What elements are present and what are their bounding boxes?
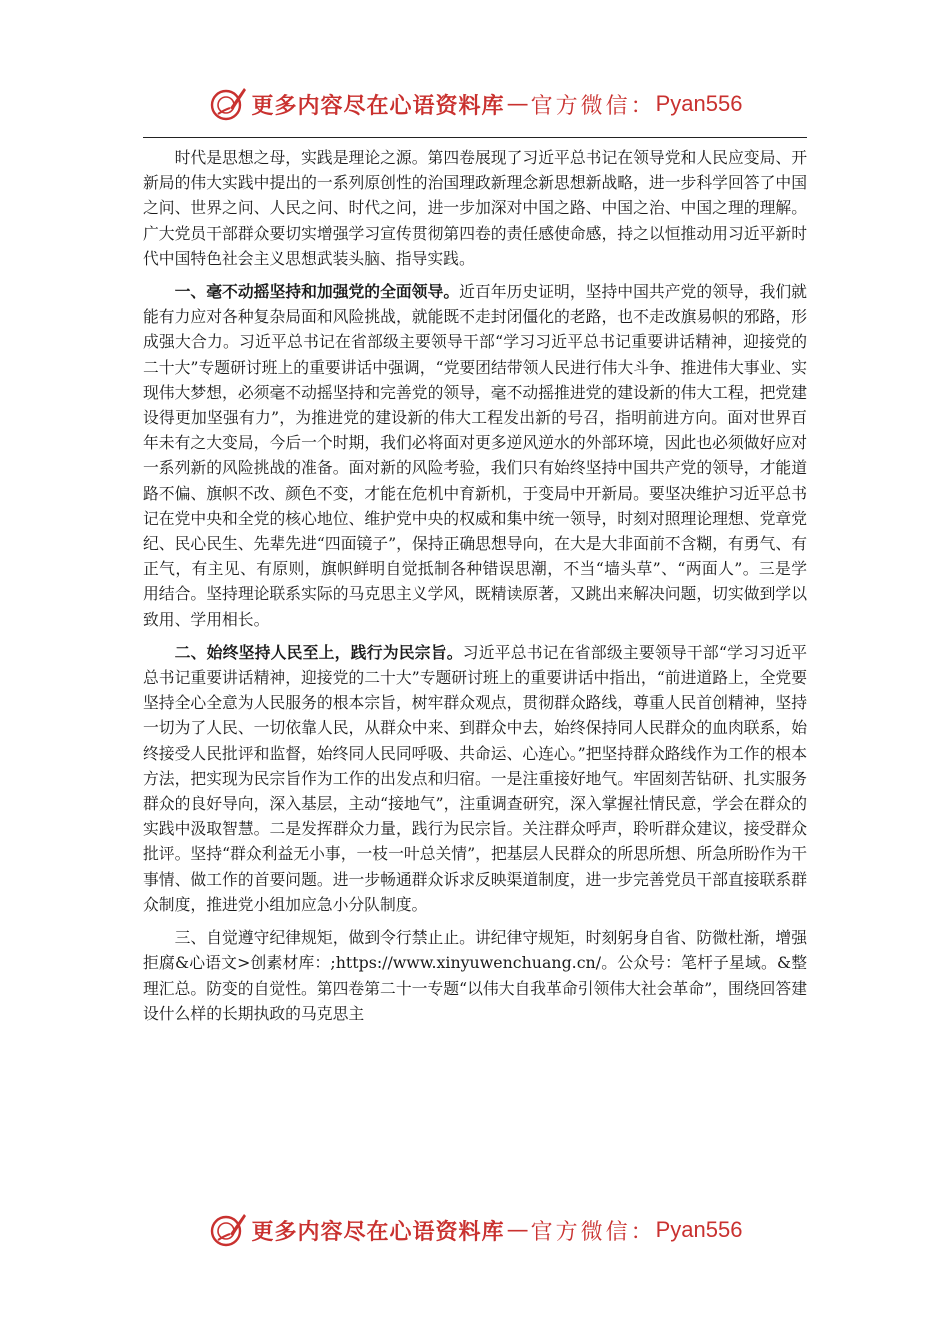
header-wechat-id: Pyan556: [655, 91, 743, 116]
paragraph-section-1: [143, 279, 807, 632]
pen-logo-icon: [208, 84, 248, 124]
paragraph-section-3: 三、自觉遵守纪律规矩，做到令行禁止止。讲纪律守规矩，时刻躬身自省、防微杜渐，增强拒腐&心语文>创素材库：;https://www.xinyuwenchuang.cn/。公众号：笔杆子星域。&整理汇总。防变的自觉性。第四卷第二十一专题“以伟大自我革命引领伟大社会革命”，围绕回答建设什么样的长期执政的马克思主: [143, 928, 807, 1023]
header-banner: [0, 82, 950, 126]
paragraph-intro: 时代是思想之母，实践是理论之源。第四卷展现了习近平总书记在领导党和人民应变局、开新局的伟大实践中提出的一系列原创性的治国理政新理念新思想新战略，进一步科学回答了中国之问、世界之问、人民之问、时代之问，进一步加深对中国之路、中国之治、中国之理的理解。广大党员干部群众要切实增强学习宣传贯彻第四卷的责任感使命感，持之以恒推动用习近平新时代中国特色社会主义思想武装头脑、指导实践。: [143, 148, 807, 268]
document-body: [143, 145, 807, 1034]
section-2-heading: 二、始终坚持人民至上，践行为民宗旨。: [174, 642, 463, 662]
section-1-body: 近百年历史证明，坚持中国共产党的领导，我们就能有力应对各种复杂局面和风险挑战，就能既不走封闭僵化的老路，也不走改旗易帜的邪路，形成强大合力。习近平总书记在省部级主要领导干部“学习习近平总书记重要讲话精神，迎接党的二十大”专题研讨班上的重要讲话中强调，“党要团结带领人民进行伟大斗争、推进伟大事业、实现伟大梦想，必须毫不动摇坚持和完善党的领导，毫不动摇推进党的建设新的伟大工程，把党建设得更加坚强有力”，为推进党的建设新的伟大工程发出新的号召，指明前进方向。面对世界百年未有之大变局，今后一个时期，我们必将面对更多逆风逆水的外部环境，因此也必须做好应对一系列新的风险挑战的准备。面对新的风险考验，我们只有始终坚持中国共产党的领导，才能道路不偏、旗帜不改、颜色不变，才能在危机中育新机，于变局中开新局。要坚决维护习近平总书记在党中央和全党的核心地位、维护党中央的权威和集中统一领导，时刻对照理论理想、党章党纪、民心民生、先辈先进“四面镜子”，保持正确思想导向，在大是大非面前不含糊，有勇气、有正气，有主见、有原则，旗帜鲜明自觉抵制各种错误思潮，不当“墙头草”、“两面人”。三是学用结合。坚持理论联系实际的马克思主义学风，既精读原著，又跳出来解决问题，切实做到学以致用、学用相长。: [143, 282, 807, 629]
footer-wechat-label: 官方微信：: [530, 1219, 656, 1245]
footer-wechat-id: Pyan556: [655, 1217, 743, 1242]
section-2-body: 习近平总书记在省部级主要领导干部“学习习近平总书记重要讲话精神，迎接党的二十大”专题研讨班上的重要讲话中指出，“前进道路上，全党要坚持全心全意为人民服务的根本宗旨，树牢群众观点，贯彻群众路线，尊重人民首创精神，坚持一切为了人民、一切依靠人民，从群众中来、到群众中去，始终保持同人民群众的血肉联系，始终接受人民批评和监督，始终同人民同呼吸、共命运、心连心。”把坚持群众路线作为工作的根本方法，把实现为民宗旨作为工作的出发点和归宿。一是注重接好地气。牢固刻苦钻研、扎实服务群众的良好导向，深入基层，主动“接地气”，注重调查研究，深入掌握社情民意，学会在群众的实践中汲取智慧。二是发挥群众力量，践行为民宗旨。关注群众呼声，聆听群众建议，接受群众批评。坚持“群众利益无小事，一枝一叶总关情”，把基层人民群众的所思所想、所急所盼作为干事情、做工作的首要问题。进一步畅通群众诉求反映渠道制度，进一步完善党员干部直接联系群众制度，推进党小组加应急小分队制度。: [143, 642, 807, 914]
header-wechat-label: 官方微信：: [530, 93, 656, 119]
header-brand-text: 更多内容尽在心语资料库: [251, 92, 505, 119]
footer-separator: —: [506, 1217, 529, 1243]
footer-banner: [0, 1208, 950, 1252]
header-divider: [143, 137, 807, 138]
header-separator: —: [506, 91, 529, 117]
paragraph-section-2: [143, 640, 807, 917]
section-1-heading: 一、毫不动摇坚持和加强党的全面领导。: [174, 282, 460, 302]
footer-brand-text: 更多内容尽在心语资料库: [251, 1218, 505, 1245]
pen-logo-icon: [208, 1210, 248, 1250]
